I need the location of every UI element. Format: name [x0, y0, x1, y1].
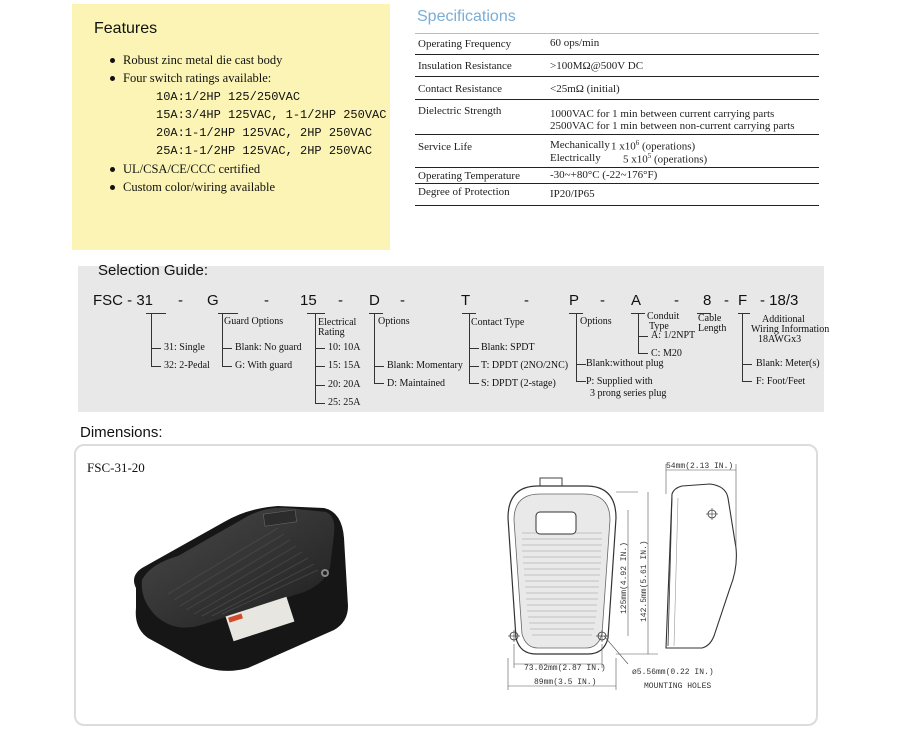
tree-line — [576, 381, 586, 382]
rating-line: 25A:1-1/2HP 125VAC, 2HP 250VAC — [156, 144, 373, 158]
code-segment: 8 — [703, 292, 712, 309]
code-segment: FSC - 31 — [93, 292, 154, 309]
tree-line — [576, 364, 586, 365]
bullet-icon — [110, 58, 115, 63]
tree-line — [576, 313, 577, 382]
guide-option: Blank: Meter(s) — [756, 358, 820, 369]
guide-option: P: Supplied with — [586, 376, 653, 387]
guide-option: D: Maintained — [387, 378, 446, 389]
guide-header: Length — [698, 323, 727, 334]
width-outer-label: 89mm(3.5 IN.) — [534, 678, 597, 687]
tree-line — [638, 336, 648, 337]
rating-line: 15A:3/4HP 125VAC, 1-1/2HP 250VAC — [156, 108, 387, 122]
guide-header: Additional — [762, 314, 805, 325]
code-underline — [369, 313, 383, 314]
code-underline — [738, 313, 750, 314]
feature-bullet: Custom color/wiring available — [110, 180, 275, 195]
code-separator: - — [600, 292, 605, 309]
code-separator: - — [674, 292, 679, 309]
width-inner-label: 73.02mm(2.87 IN.) — [524, 664, 606, 673]
guide-option: T: DPDT (2NO/2NC) — [481, 360, 569, 371]
code-segment: 15 — [300, 292, 317, 309]
tree-line — [222, 348, 232, 349]
feature-bullet: UL/CSA/CE/CCC certified — [110, 162, 260, 177]
specifications-title: Specifications — [417, 8, 516, 25]
tree-line — [222, 313, 223, 367]
dimensions-title: Dimensions: — [80, 424, 163, 441]
spec-row-temperature: Operating Temperature -30~+80°C (-22~176°F) — [415, 168, 819, 184]
guide-option: A: 1/2NPT — [651, 330, 696, 341]
guide-header: 18AWGx3 — [758, 334, 802, 345]
code-separator: - — [524, 292, 529, 309]
code-segment: F — [738, 292, 748, 309]
tree-line — [374, 313, 375, 384]
spec-row-protection: Degree of Protection IP20/IP65 — [415, 184, 819, 206]
tree-line — [638, 353, 648, 354]
guide-option: G: With guard — [235, 360, 293, 371]
guide-header: Contact Type — [471, 317, 525, 328]
bullet-icon — [110, 76, 115, 81]
model-number: FSC-31-20 — [87, 460, 145, 475]
code-separator: - — [724, 292, 729, 309]
code-segment: A — [631, 292, 642, 309]
tree-line — [222, 366, 232, 367]
guide-header: Electrical — [318, 317, 357, 328]
feature-bullet: Robust zinc metal die cast body — [110, 53, 282, 68]
guide-option: S: DPDT (2-stage) — [481, 378, 556, 389]
guide-header: Rating — [318, 327, 345, 338]
guide-header: Type — [649, 321, 669, 332]
tree-line — [315, 385, 325, 386]
mounting-holes-label: MOUNTING HOLES — [644, 682, 712, 691]
code-underline — [307, 313, 325, 314]
depth-label: 54mm(2.13 IN.) — [666, 462, 734, 471]
guide-option: 15: 15A — [328, 360, 361, 371]
tree-line — [638, 313, 639, 354]
guide-option: 32: 2-Pedal — [164, 360, 210, 371]
code-underline — [218, 313, 238, 314]
code-segment: D — [369, 292, 380, 309]
tree-line — [469, 366, 479, 367]
guide-option: 3 prong series plug — [590, 388, 667, 399]
guide-option: C: M20 — [651, 348, 682, 359]
tree-line — [469, 348, 479, 349]
code-segment: - 18/3 — [760, 292, 799, 309]
hole-label: ø5.56mm(0.22 IN.) — [632, 668, 714, 677]
guide-option: 20: 20A — [328, 379, 361, 390]
height-outer-label: 142.5mm(5.61 IN.) — [640, 540, 649, 622]
code-segment: G — [207, 292, 219, 309]
tree-line — [315, 348, 325, 349]
foot-switch-photo — [128, 498, 356, 674]
guide-option: 10: 10A — [328, 342, 361, 353]
guide-header: Options — [580, 316, 612, 327]
tree-line — [315, 366, 325, 367]
spec-row-frequency: Operating Frequency 60 ops/min — [415, 34, 819, 55]
rating-line: 20A:1-1/2HP 125VAC, 2HP 250VAC — [156, 126, 373, 140]
bullet-icon — [110, 167, 115, 172]
selection-guide-panel — [78, 266, 824, 412]
guide-header: Wiring Information — [751, 324, 830, 335]
features-title: Features — [94, 20, 158, 37]
guide-option: 31: Single — [164, 342, 205, 353]
code-separator: - — [264, 292, 269, 309]
code-segment: T — [461, 292, 471, 309]
spec-row-service-life: Service Life Mechanically 1 $x10^6$ (operations) Electrically 5 $x10^5$ (operations) — [415, 135, 819, 168]
tree-line — [315, 313, 316, 404]
height-inner-label: 125mm(4.92 IN.) — [620, 541, 629, 614]
guide-option: F: Foot/Feet — [756, 376, 806, 387]
feature-bullet: Four switch ratings available: — [110, 71, 271, 86]
code-underline — [146, 313, 166, 314]
guide-option: Blank:without plug — [586, 358, 664, 369]
tree-line — [374, 366, 384, 367]
guide-header: Options — [378, 316, 410, 327]
guide-option: Blank: SPDT — [481, 342, 535, 353]
spec-row-contact: Contact Resistance <25mΩ (initial) — [415, 77, 819, 100]
tree-line — [151, 348, 161, 349]
bullet-icon — [110, 185, 115, 190]
tree-line — [374, 383, 384, 384]
tree-line — [469, 383, 479, 384]
code-separator: - — [178, 292, 183, 309]
guide-option: 25: 25A — [328, 397, 361, 408]
spec-row-insulation: Insulation Resistance >100MΩ@500V DC — [415, 55, 819, 77]
code-separator: - — [338, 292, 343, 309]
tree-line — [742, 381, 752, 382]
tree-line — [151, 313, 152, 367]
guide-header: Cable — [698, 313, 722, 324]
guide-header: Conduit — [647, 311, 680, 322]
selection-guide-title: Selection Guide: — [98, 262, 209, 279]
code-separator: - — [400, 292, 405, 309]
guide-option: Blank: Momentary — [387, 360, 463, 371]
features-panel — [72, 4, 390, 250]
tree-line — [151, 366, 161, 367]
guide-option: Blank: No guard — [235, 342, 302, 353]
tree-line — [315, 403, 325, 404]
tree-line — [742, 364, 752, 365]
rating-line: 10A:1/2HP 125/250VAC — [156, 90, 301, 104]
tree-line — [742, 313, 743, 382]
guide-header: Guard Options — [224, 316, 284, 327]
code-segment: P — [569, 292, 580, 309]
spec-row-dielectric: Dielectric Strength 1000VAC for 1 min between current carrying parts 2500VAC for 1 min between non-current carrying parts — [415, 100, 819, 135]
dimension-drawing — [498, 458, 748, 698]
